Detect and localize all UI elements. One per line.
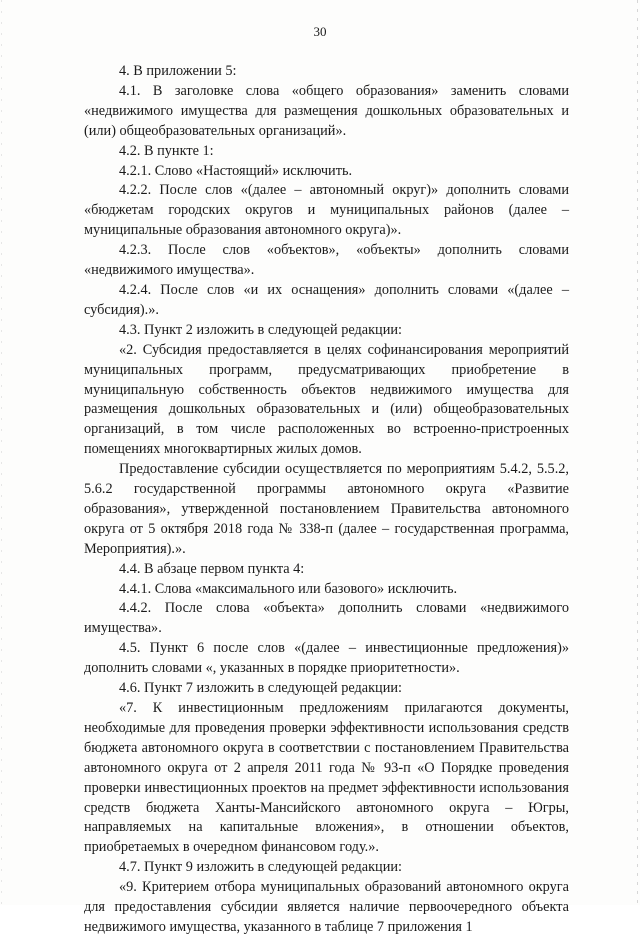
paragraph-4-1: 4.1. В заголовке слова «общего образования» заменить словами «недвижимого имущества для размещения дошкольных образовательных и (или) общеобразовательных организаций».	[84, 82, 569, 139]
paragraph-4-4-2: 4.4.2. После слова «объекта» дополнить словами «недвижимого имущества».	[84, 600, 569, 637]
paragraph-4: 4. В приложении 5:	[119, 63, 237, 79]
paragraph-4-7: 4.7. Пункт 9 изложить в следующей редакции:	[119, 859, 402, 876]
scan-edge-left	[1, 0, 2, 905]
scan-edge-right	[637, 0, 638, 905]
paragraph-4-2-2: 4.2.2. После слов «(далее – автономный округ)» дополнить словами «бюджетам городских округов и муниципальных районов (далее – муниципальные образования автономного округа)».	[84, 182, 569, 239]
paragraph-4-6: 4.6. Пункт 7 изложить в следующей редакции:	[119, 680, 402, 697]
document-body	[84, 62, 569, 938]
paragraph-item-2: «2. Субсидия предоставляется в целях софинансирования мероприятий муниципальных программ, предусматривающих приобретение в муниципальную собственность объектов недвижимого имущества для размещения дошкольных образовательных и (или) общеобразовательных организаций, в том числе расположенных во встроенно-пристроенных помещениях многоквартирных жилых домов.	[84, 341, 569, 458]
paragraph-4-3: 4.3. Пункт 2 изложить в следующей редакции:	[119, 321, 402, 338]
paragraph-4-4: 4.4. В абзаце первом пункта 4:	[119, 560, 305, 577]
paragraph-4-2: 4.2. В пункте 1:	[119, 142, 214, 159]
paragraph-4-2-3: 4.2.3. После слов «объектов», «объекты» дополнить словами «недвижимого имущества».	[84, 242, 569, 279]
paragraph-4-5: 4.5. Пункт 6 после слов «(далее – инвестиционные предложения)» дополнить словами «, указанных в порядке приоритетности».	[84, 640, 569, 677]
paragraph-subsidy-provision: Предоставление субсидии осуществляется по мероприятиям 5.4.2, 5.5.2, 5.6.2 государственной программы автономного округа «Развитие образования», утвержденной постановлением Правительства автономного округа от 5 октября 2018 года № 338-п (далее – государственная программа, Мероприятия).».	[84, 461, 569, 557]
paragraph-item-9: «9. Критерием отбора муниципальных образований автономного округа для предоставления субсидии является наличие первоочередного объекта недвижимого имущества, указанного в таблице 7 приложения 1	[84, 879, 569, 935]
paragraph-4-2-4: 4.2.4. После слов «и их оснащения» дополнить словами «(далее – субсидия).».	[84, 281, 569, 318]
paragraph-4-2-1: 4.2.1. Слово «Настоящий» исключить.	[119, 162, 353, 179]
paragraph-4-4-1: 4.4.1. Слова «максимального или базового» исключить.	[119, 580, 458, 597]
page-number: 30	[313, 24, 327, 39]
paragraph-item-7: «7. К инвестиционным предложениям прилагаются документы, необходимые для проведения проверки эффективности использования средств бюджета автономного округа в соответствии с постановлением Правительства автономного округа от 2 апреля 2011 года № 93-п «О Порядке проведения проверки инвестиционных проектов на предмет эффективности использования средств бюджета Ханты-Мансийского автономного округа – Югры, направляемых на капитальные вложения», в отношении объектов, приобретаемых в очередном финансовом году.».	[84, 700, 569, 856]
